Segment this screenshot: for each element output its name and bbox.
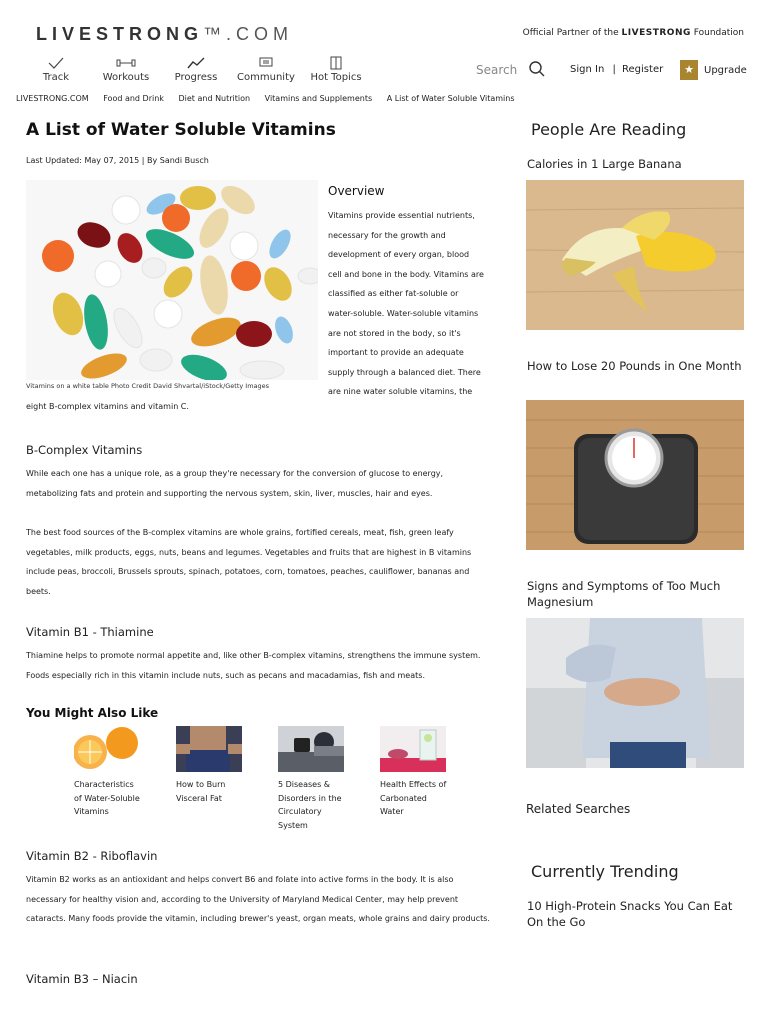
nav-workouts[interactable]: Workouts bbox=[94, 56, 158, 83]
nav-progress[interactable]: Progress bbox=[164, 56, 228, 83]
people-reading-title: People Are Reading bbox=[531, 120, 687, 139]
related-card[interactable] bbox=[176, 726, 246, 805]
section-heading-b1: Vitamin B1 - Thiamine bbox=[26, 625, 154, 639]
related-card[interactable] bbox=[74, 726, 144, 819]
related-card-caption: Characteristics of Water-Soluble Vitamins bbox=[74, 780, 140, 816]
image-caption: Vitamins on a white table Photo Credit David Shvartal/iStock/Getty Images bbox=[26, 382, 270, 390]
hero-image bbox=[26, 180, 318, 380]
banana-image[interactable] bbox=[526, 180, 744, 330]
stomach-image[interactable] bbox=[526, 618, 744, 768]
main-nav bbox=[24, 56, 374, 83]
nav-hot-topics[interactable]: Hot Topics bbox=[304, 56, 368, 83]
section-heading-bcomplex: B-Complex Vitamins bbox=[26, 443, 143, 457]
nav-community[interactable]: Community bbox=[234, 56, 298, 83]
trend-icon bbox=[186, 56, 206, 70]
page-title: A List of Water Soluble Vitamins bbox=[26, 120, 336, 140]
site-logo[interactable]: LIVESTRONG™.COM bbox=[36, 24, 294, 44]
sidebar-article-link[interactable]: How to Lose 20 Pounds in One Month bbox=[527, 359, 742, 373]
breadcrumb-item[interactable]: LIVESTRONG.COM bbox=[16, 94, 89, 103]
breadcrumb bbox=[16, 94, 527, 103]
breadcrumb-item[interactable]: Diet and Nutrition bbox=[178, 94, 251, 103]
bcomplex-paragraph-2: The best food sources of the B-complex vitamins are whole grains, fortified cereals, meat, fish, green leafy vegetables, milk products, eggs, nuts, beans and legumes. Vegetables and fruits that are highest in B vitamins include peas, broccoli, Brussels sprouts, spinach, potatoes, corn, tomatoes, peaches, cauliflower, bananas and beets. bbox=[26, 528, 472, 596]
bcomplex-paragraph-1: While each one has a unique role, as a group they're necessary for the conversion of glucose to energy, metabolizing fats and protein and supporting the nervous system, skin, liver, muscles, hair and eyes. bbox=[26, 469, 444, 498]
currently-trending-title: Currently Trending bbox=[531, 862, 679, 881]
waist-thumbnail bbox=[176, 726, 242, 772]
chat-icon bbox=[258, 56, 274, 70]
breadcrumb-item[interactable]: Vitamins and Supplements bbox=[264, 94, 373, 103]
related-card-caption: 5 Diseases & Disorders in the Circulatory System bbox=[278, 780, 342, 830]
search-label[interactable]: Search bbox=[476, 63, 518, 77]
book-icon bbox=[328, 56, 344, 70]
auth-links: Sign In | Register bbox=[570, 64, 664, 75]
trending-article-link[interactable]: 10 High-Protein Snacks You Can Eat On the Go bbox=[527, 899, 733, 929]
blood-pressure-thumbnail bbox=[278, 726, 344, 772]
article-meta: Last Updated: May 07, 2015 | By Sandi Busch bbox=[26, 156, 209, 165]
related-card-caption: Health Effects of Carbonated Water bbox=[380, 780, 447, 816]
b1-paragraph: Thiamine helps to promote normal appetite and, like other B-complex vitamins, strengthens the immune system. Foods especially rich in this vitamin include nuts, such as pecans and macadamias, fish and meats. bbox=[26, 651, 481, 680]
oranges-thumbnail bbox=[74, 726, 140, 772]
breadcrumb-item[interactable]: A List of Water Soluble Vitamins bbox=[386, 94, 515, 103]
search-icon[interactable] bbox=[528, 60, 546, 82]
sidebar-article-link[interactable]: Calories in 1 Large Banana bbox=[527, 157, 682, 171]
b2-paragraph: Vitamin B2 works as an antioxidant and helps convert B6 and folate into active forms in the body. It is also necessary for healthy vision and, according to the University of Maryland Medical Center, may help prevent cataracts. Many foods provide the vitamin, including brewer's yeast, organ meats, whole grains and dairy products. bbox=[26, 875, 490, 924]
related-searches-heading: Related Searches bbox=[526, 802, 631, 816]
check-icon bbox=[47, 56, 65, 70]
overview-heading: Overview bbox=[328, 184, 385, 198]
sidebar-article-link[interactable]: Signs and Symptoms of Too Much Magnesium bbox=[527, 579, 721, 609]
section-heading-b3: Vitamin B3 – Niacin bbox=[26, 972, 138, 986]
section-heading-b2: Vitamin B2 - Riboflavin bbox=[26, 849, 158, 863]
scale-image[interactable] bbox=[526, 400, 744, 550]
breadcrumb-item[interactable]: Food and Drink bbox=[103, 94, 164, 103]
sign-in-link[interactable]: Sign In bbox=[570, 64, 605, 75]
related-card[interactable] bbox=[380, 726, 450, 819]
related-card-caption: How to Burn Visceral Fat bbox=[176, 780, 226, 803]
star-icon: ★ bbox=[680, 60, 698, 80]
dumbbell-icon bbox=[115, 56, 137, 70]
related-card[interactable] bbox=[278, 726, 348, 832]
register-link[interactable]: Register bbox=[622, 64, 664, 75]
overview-tail: eight B-complex vitamins and vitamin C. bbox=[26, 402, 189, 411]
upgrade-button[interactable]: ★ Upgrade bbox=[680, 60, 747, 80]
overview-paragraph: Vitamins provide essential nutrients, necessary for the growth and development of every organ, blood cell and bone in the body. Vitamins are classified as either fat-soluble or water-soluble. Water-soluble vitamins are not stored in the body, so it's important to provide an adequate supply through a balanced diet. There are nine water soluble vitamins, the bbox=[328, 211, 484, 397]
nav-track[interactable]: Track bbox=[24, 56, 88, 83]
water-glass-thumbnail bbox=[380, 726, 446, 772]
you-might-like-title: You Might Also Like bbox=[26, 706, 159, 720]
partner-note: Official Partner of the LIVESTRONG Foundation bbox=[522, 28, 744, 38]
